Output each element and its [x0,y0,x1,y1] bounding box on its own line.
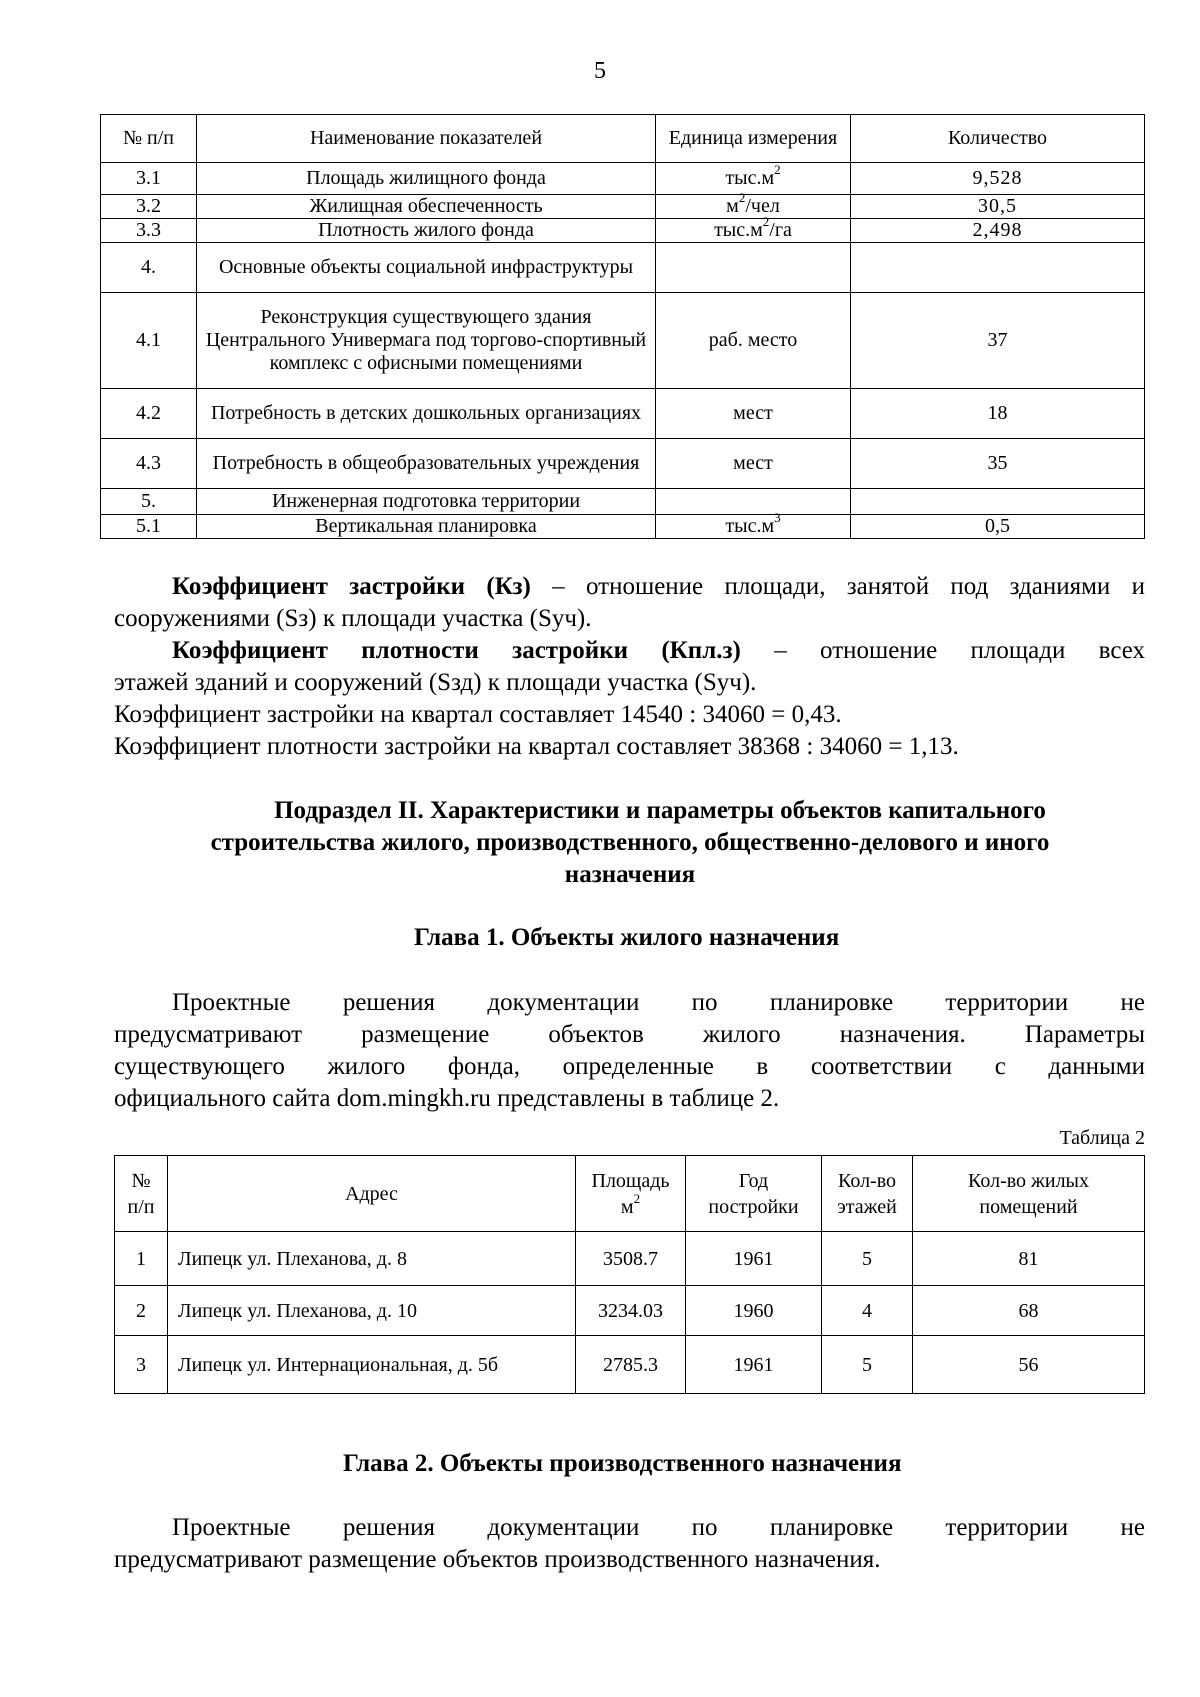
table-row [101,489,1145,515]
cell-no: 5. [101,489,197,515]
residential-buildings-table [114,1155,1145,1394]
cell-floors: 5 [822,1232,913,1286]
chapter1-line3: существующего жилого фонда, определенные в соответствии с данными [114,1053,1145,1080]
kplz-definition-line2: этажей зданий и сооружений (Sзд) к площади участка (Sуч). [114,669,757,696]
cell-name: Жилищная обеспеченность [197,195,656,219]
table-row [115,1286,1145,1336]
cell-unit: $тыс.м^2$ [656,163,851,195]
cell-qty [851,243,1145,293]
kz-definition-line1: Коэффициент застройки (Кз) – отношение площади, занятой под зданиями и [172,573,1145,600]
cell-qty [851,489,1145,515]
table-header-row [115,1156,1145,1232]
cell-no: 3 [115,1336,168,1394]
table-row [101,515,1145,539]
cell-no: 4. [101,243,197,293]
table-row [101,293,1145,389]
header-rooms: Кол-во жилых помещений [913,1156,1145,1232]
table-row [101,163,1145,195]
cell-no: 3.1 [101,163,197,195]
cell-unit: $м^2$/чел [656,195,851,219]
table-row [101,195,1145,219]
table-header-row [101,115,1145,163]
header-qty: Количество [851,115,1145,163]
chapter2-line2: предусматривают размещение объектов производственного назначения. [114,1546,881,1573]
cell-address: Липецк ул. Плеханова, д. 8 [168,1232,576,1286]
cell-rooms: 81 [913,1232,1145,1286]
table-row [101,439,1145,489]
cell-qty: 30,5 [851,195,1145,219]
header-floors: Кол-во этажей [822,1156,913,1232]
cell-floors: 4 [822,1286,913,1336]
cell-qty: 18 [851,389,1145,439]
kz-definition-line2: сооружениями (Sз) к площади участка (Sуч). [114,605,592,632]
cell-area: 3508.7 [576,1232,686,1286]
cell-unit: $тыс.м^2/га$ [656,219,851,243]
cell-qty: 37 [851,293,1145,389]
cell-name: Площадь жилищного фонда [197,163,656,195]
table2-caption: Таблица 2 [1059,1127,1145,1149]
cell-name: Потребность в общеобразовательных учреждения [197,439,656,489]
cell-qty: 2,498 [851,219,1145,243]
cell-no: 4.1 [101,293,197,389]
cell-year: 1961 [686,1232,822,1286]
chapter1-line1: Проектные решения документации по планировке территории не [172,989,1145,1016]
table-row [101,219,1145,243]
cell-no: 3.3 [101,219,197,243]
cell-unit: $тыс.м^3$ [656,515,851,539]
cell-no: 3.2 [101,195,197,219]
cell-no: 1 [115,1232,168,1286]
cell-floors: 5 [822,1336,913,1394]
subsection-title-line1: Подраздел II. Характеристики и параметры объектов капитального [274,797,1046,824]
cell-address: Липецк ул. Интернациональная, д. 5б [168,1336,576,1394]
cell-rooms: 56 [913,1336,1145,1394]
header-year: Год постройки [686,1156,822,1232]
cell-name: Основные объекты социальной инфраструктуры [197,243,656,293]
cell-name: Плотность жилого фонда [197,219,656,243]
table-row [115,1336,1145,1394]
chapter2-title: Глава 2. Объекты производственного назначения [343,1450,902,1477]
table-row [101,389,1145,439]
cell-qty: 9,528 [851,163,1145,195]
cell-name: Инженерная подготовка территории [197,489,656,515]
cell-year: 1961 [686,1336,822,1394]
header-area: Площадь $м^2$ [576,1156,686,1232]
cell-name: Потребность в детских дошкольных организациях [197,389,656,439]
cell-address: Липецк ул. Плеханова, д. 10 [168,1286,576,1336]
cell-no: 5.1 [101,515,197,539]
cell-name: Реконструкция существующего здания Центрального Универмага под торгово-спортивный комплекс с офисными помещениями [197,293,656,389]
header-address: Адрес [168,1156,576,1232]
indicators-table [100,114,1145,539]
cell-unit: раб. место [656,293,851,389]
header-no: № п/п [115,1156,168,1232]
header-unit: Единица измерения [656,115,851,163]
cell-unit [656,489,851,515]
chapter1-line2: предусматривают размещение объектов жилого назначения. Параметры [114,1021,1145,1048]
chapter2-line1: Проектные решения документации по планировке территории не [172,1514,1145,1541]
header-name: Наименование показателей [197,115,656,163]
cell-unit: мест [656,439,851,489]
cell-rooms: 68 [913,1286,1145,1336]
kz-calculation: Коэффициент застройки на квартал составляет 14540 : 34060 = 0,43. [114,701,842,728]
cell-unit [656,243,851,293]
chapter1-line4: официального сайта dom.mingkh.ru представлены в таблице 2. [114,1085,780,1112]
cell-no: 2 [115,1286,168,1336]
table-row [101,243,1145,293]
kplz-calculation: Коэффициент плотности застройки на квартал составляет 38368 : 34060 = 1,13. [114,733,959,760]
cell-unit: мест [656,389,851,439]
cell-area: 3234.03 [576,1286,686,1336]
cell-area: 2785.3 [576,1336,686,1394]
cell-name: Вертикальная планировка [197,515,656,539]
page-number: 5 [594,58,606,84]
cell-qty: 0,5 [851,515,1145,539]
cell-no: 4.3 [101,439,197,489]
subsection-title-line2: строительства жилого, производственного, общественно-делового и иного [210,829,1050,856]
kplz-definition-line1: Коэффициент плотности застройки (Кпл.з) – отношение площади всех [172,637,1145,664]
table-row [115,1232,1145,1286]
cell-qty: 35 [851,439,1145,489]
subsection-title-line3: назначения [564,861,696,888]
cell-year: 1960 [686,1286,822,1336]
cell-no: 4.2 [101,389,197,439]
header-no: № п/п [101,115,197,163]
chapter1-title: Глава 1. Объекты жилого назначения [414,924,840,951]
